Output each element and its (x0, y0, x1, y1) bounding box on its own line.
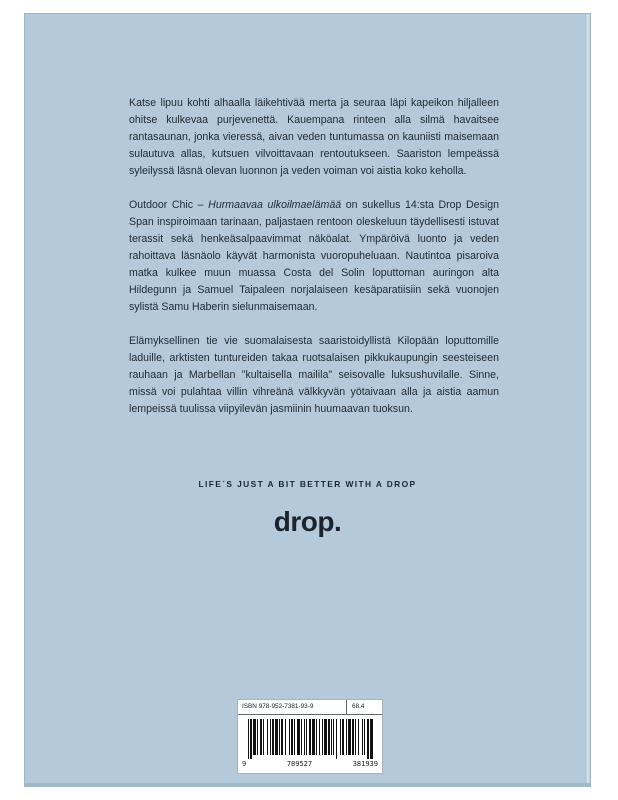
slogan: LIFE´S JUST A BIT BETTER WITH A DROP (198, 479, 417, 489)
paragraph-2 (129, 197, 499, 316)
paragraph-2-prefix: Outdoor Chic – (129, 199, 204, 211)
paragraph-3: Elämyksellinen tie vie suomalaisesta saaristoidyllistä Kilopään loputtomille laduille, arktisten tuntureiden takaa ruotsalaisen pikkukaupungin seesteiseen rauhaan ja Marbellan "kultaisella mailila" seisovalle luksushuvilalle. Sinne, missä voi pulahtaa villin vihreänä välkkyvän yötaivaan alla ja aistia aamun lempeissä tuulissa viipyilevän jasmiinin huumaavan tuoksun. (129, 335, 499, 415)
barcode-graphic (246, 719, 374, 759)
blurb-text (129, 95, 499, 435)
paragraph-1: Katse lipuu kohti alhaalla läikehtivää merta ja seuraa läpi kapeikon hiljalleen ohitse kulkevaa purjevenettä. Kauempana rinteen alla silmä havaitsee rantasaunan, jonka vieressä, aivan veden tuntumassa on kauniisti maisemaan sulautuva allas, kutsuen vilvoittavaan rentoutukseen. Saariston lempeässä syleilyssä läsnä olevan luonnon ja veden voiman voi aistia koko keholla. (129, 97, 499, 177)
isbn-barcode-label (237, 699, 383, 774)
paragraph-2-title: Hurmaavaa ulkoilmaelämää (208, 199, 342, 211)
barcode-digit-lead: 9 (242, 760, 247, 768)
publisher-logo: drop. (273, 506, 342, 537)
barcode-digits (242, 760, 378, 768)
isbn-divider (346, 700, 347, 714)
isbn-row (238, 700, 382, 715)
isbn-number: ISBN 978-952-7381-93-9 (242, 703, 314, 710)
book-back-cover (24, 13, 591, 787)
book-bottom-edge (25, 783, 590, 786)
barcode-digits-left: 789527 (286, 760, 313, 768)
paragraph-2-lead: on sukellus 14:sta Drop (345, 199, 462, 211)
paragraph-2-body: Design Span inspiroimaan tarinaan, paljastaen rentoon oleskeluun täydellisesti istuvat terassit sekä henkeäsalpaavimmat näköalat. Ympäröivä luonto ja veden rahoittava läsnäolo käyvät harmonista vuoropuheluaan. Nautintoa pisaroiva matka kulkee muun muassa Costa del Solin loputtoman auringon alta Hildegunn ja Samuel Taipaleen norjalaiseen kesäparatiisiin sekä vuonojen sylistä Samu Haberin sielunmaisemaan. (129, 199, 500, 313)
classification-code: 68.4 (352, 703, 365, 710)
barcode-digits-right: 381939 (352, 760, 378, 768)
book-page-edge (585, 14, 590, 786)
